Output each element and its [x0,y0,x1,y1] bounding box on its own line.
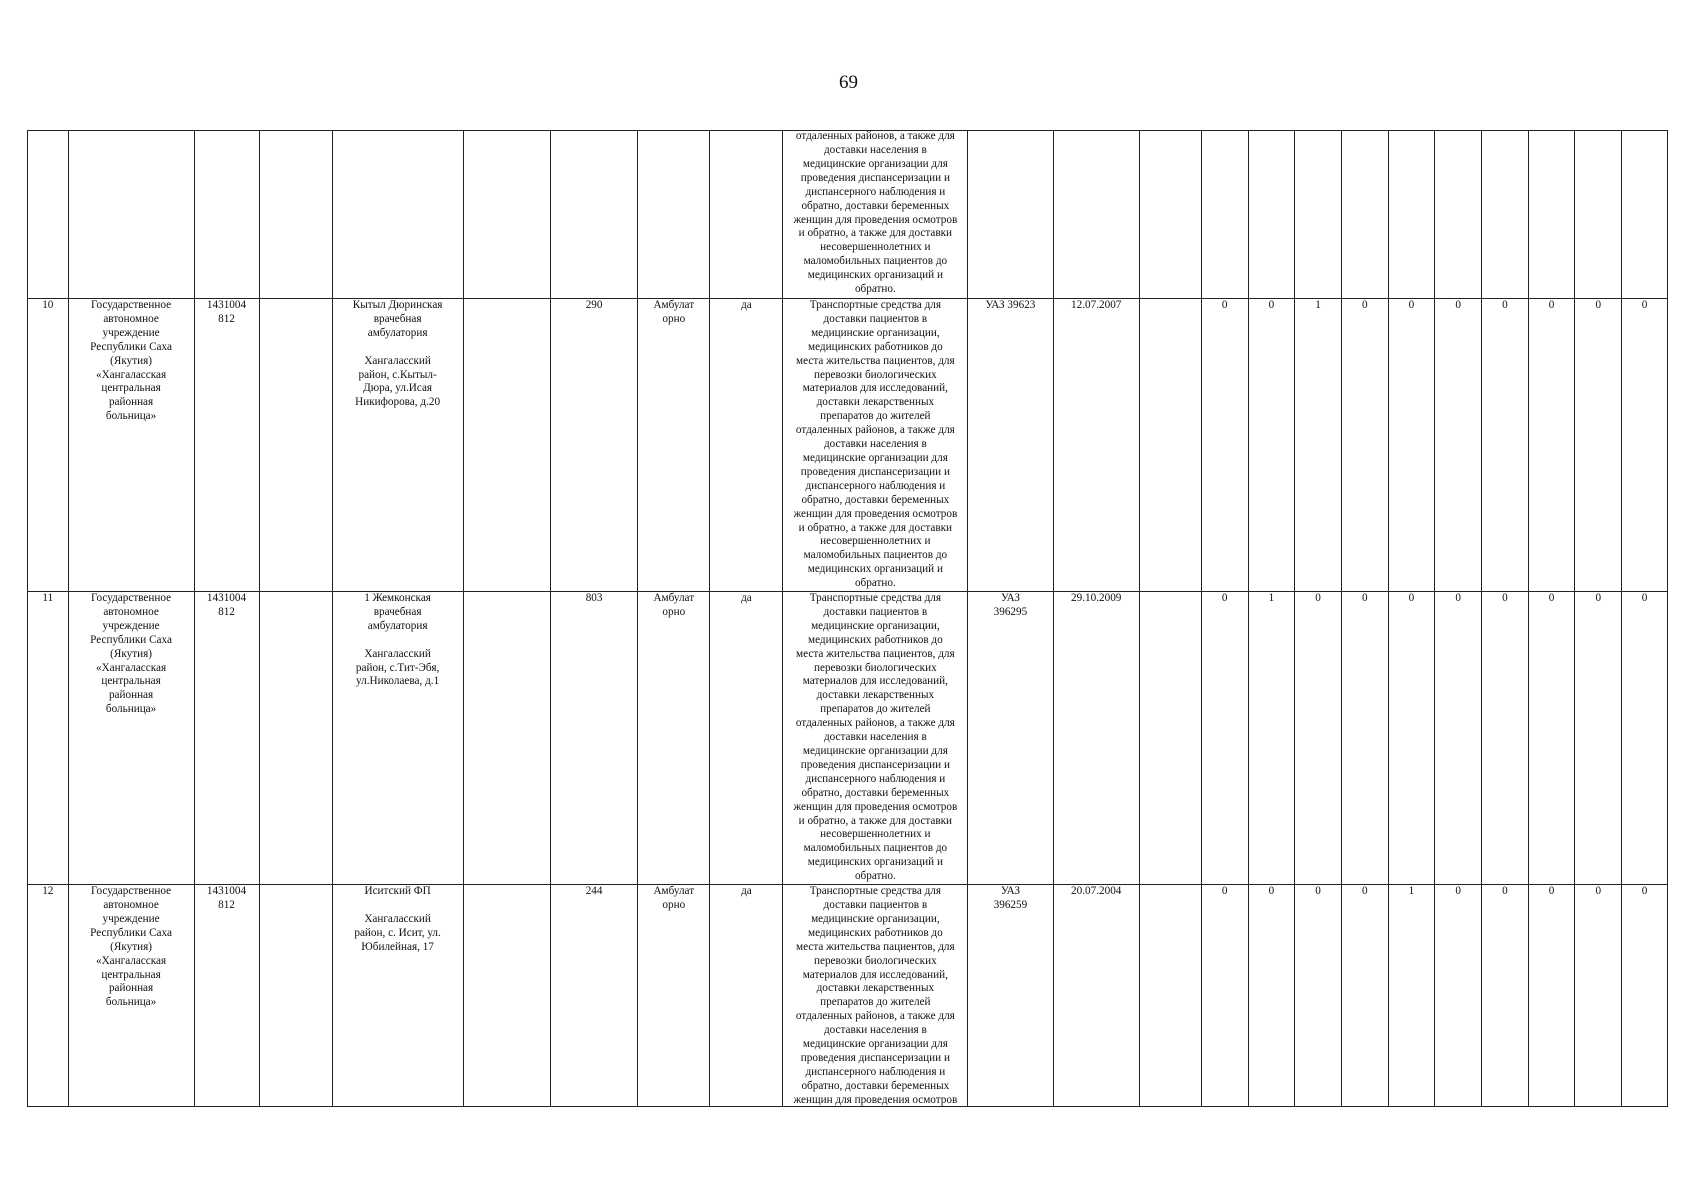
count-cell: 0 [1201,885,1248,1107]
care-type: Амбулат орно [638,885,710,1107]
organization-name: Государственное автономное учреждение Республики Саха (Якутия) «Хангаласская центральная районная больница» [68,592,194,885]
count-cell: 0 [1482,299,1529,592]
vehicle-model: УАЗ 396295 [968,592,1053,885]
count-cell: 0 [1435,299,1482,592]
flag-value: да [710,885,783,1107]
page-number: 69 [839,72,858,93]
count-cell: 0 [1201,592,1248,885]
flag-value: да [710,592,783,885]
flag-value: да [710,299,783,592]
registration-date: 29.10.2009 [1053,592,1139,885]
purpose-text: отдаленных районов, а также для доставки населения в медицинские организации для проведения диспансеризации и диспансерного наблюдения и обратно, доставки беременных женщин для проведения осмотров и обратно, а также для доставки несовершеннолетних и маломобильных пациентов до медицинских организаций и обратно. [793,131,958,296]
count-cell: 0 [1575,592,1622,885]
facility-address: 1 Жемконская врачебная амбулатория Хангаласский район, с.Тит-Эбя, ул.Николаева, д.1 [332,592,463,885]
count-cell: 0 [1482,885,1529,1107]
vehicle-model: УАЗ 39623 [968,299,1053,592]
count-cell: 0 [1248,885,1295,1107]
table-row [28,299,1668,592]
care-type: Амбулат орно [638,592,710,885]
count-cell: 0 [1622,592,1668,885]
count-cell: 0 [1528,299,1575,592]
table-row [28,592,1668,885]
count-cell: 0 [1295,885,1342,1107]
count-cell: 0 [1575,299,1622,592]
count-cell: 1 [1388,885,1435,1107]
count-cell: 0 [1341,592,1388,885]
inn-code: 1431004 812 [194,592,259,885]
inn-code: 1431004 812 [194,299,259,592]
row-number: 10 [28,299,69,592]
registration-date: 20.07.2004 [1053,885,1139,1107]
count-cell: 0 [1248,299,1295,592]
facility-address: Кытыл Дюринская врачебная амбулатория Хангаласский район, с.Кытыл- Дюра, ул.Исая Никифорова, д.20 [332,299,463,592]
count-cell: 0 [1622,885,1668,1107]
count-cell: 0 [1528,592,1575,885]
count-cell: 0 [1388,299,1435,592]
count-cell: 0 [1575,885,1622,1107]
table-row [28,885,1668,1107]
vehicle-registry-table [27,130,1668,1107]
count-cell: 0 [1201,299,1248,592]
population-count: 244 [550,885,637,1107]
care-type: Амбулат орно [638,299,710,592]
count-cell: 0 [1622,299,1668,592]
count-cell: 0 [1482,592,1529,885]
count-cell: 0 [1435,885,1482,1107]
facility-address: Иситский ФП Хангаласский район, с. Исит, ул. Юбилейная, 17 [332,885,463,1107]
count-cell: 0 [1341,885,1388,1107]
purpose-text: Транспортные средства для доставки пациентов в медицинские организации, медицинских работников до места жительства пациентов, для перевозки биологических материалов для исследований, доставки лекарственных препаратов до жителей отдаленных районов, а также для доставки населения в медицинские организации для проведения диспансеризации и диспансерного наблюдения и обратно, доставки беременных женщин для проведения осмотров и обратно, а также для доставки несовершеннолетних и маломобильных пациентов до медицинских организаций и обратно. [783,592,968,885]
row-number: 12 [28,885,69,1107]
row-number: 11 [28,592,69,885]
registration-date: 12.07.2007 [1053,299,1139,592]
population-count: 803 [550,592,637,885]
population-count: 290 [550,299,637,592]
organization-name: Государственное автономное учреждение Республики Саха (Якутия) «Хангаласская центральная районная больница» [68,885,194,1107]
continued-row [28,131,1668,299]
count-cell: 1 [1295,299,1342,592]
count-cell: 0 [1388,592,1435,885]
count-cell: 0 [1435,592,1482,885]
organization-name: Государственное автономное учреждение Республики Саха (Якутия) «Хангаласская центральная районная больница» [68,299,194,592]
count-cell: 1 [1248,592,1295,885]
vehicle-model: УАЗ 396259 [968,885,1053,1107]
count-cell: 0 [1528,885,1575,1107]
inn-code: 1431004 812 [194,885,259,1107]
purpose-text: Транспортные средства для доставки пациентов в медицинские организации, медицинских работников до места жительства пациентов, для перевозки биологических материалов для исследований, доставки лекарственных препаратов до жителей отдаленных районов, а также для доставки населения в медицинские организации для проведения диспансеризации и диспансерного наблюдения и обратно, доставки беременных женщин для проведения осмотров и обратно, а также для доставки несовершеннолетних и маломобильных пациентов до медицинских организаций и обратно. [783,299,968,592]
count-cell: 0 [1341,299,1388,592]
purpose-text: Транспортные средства для доставки пациентов в медицинские организации, медицинских работников до места жительства пациентов, для перевозки биологических материалов для исследований, доставки лекарственных препаратов до жителей отдаленных районов, а также для доставки населения в медицинские организации для проведения диспансеризации и диспансерного наблюдения и обратно, доставки беременных женщин для проведения осмотров [793,885,958,1106]
count-cell: 0 [1295,592,1342,885]
